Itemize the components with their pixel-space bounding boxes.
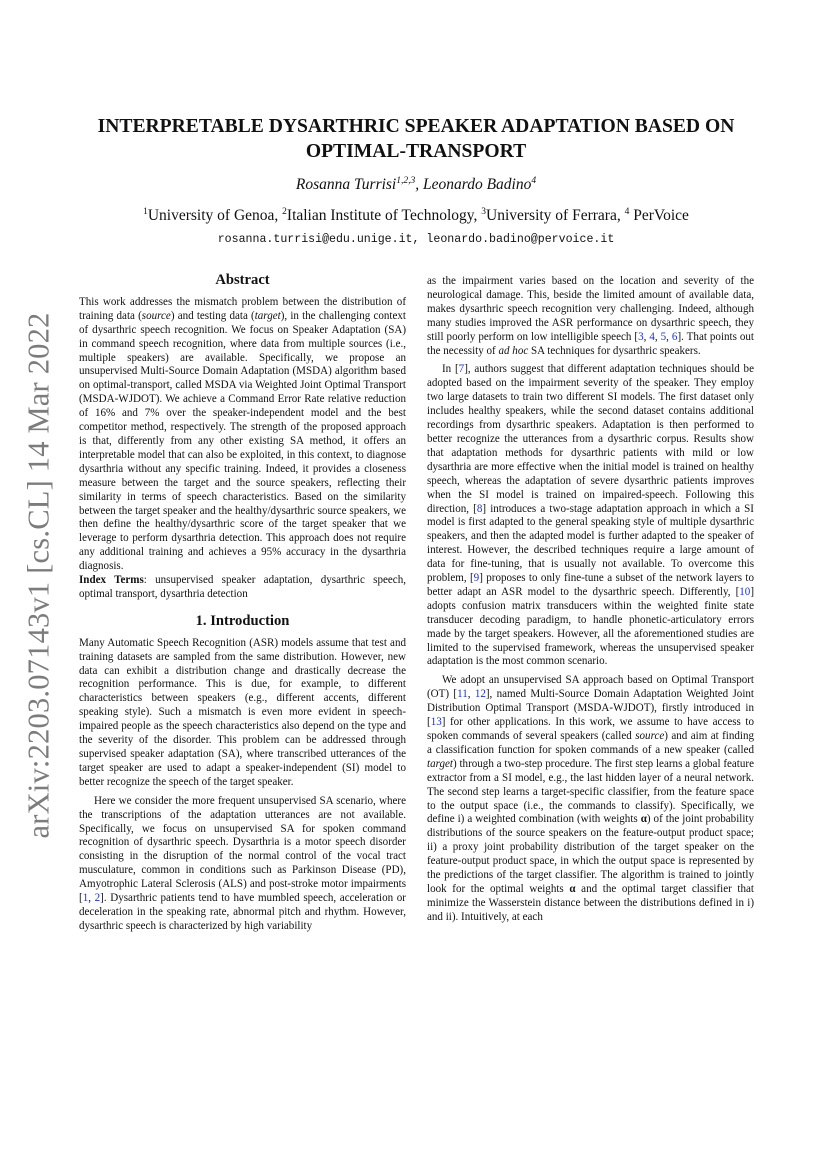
index-terms-text: : unsupervised speaker adaptation, dysarthric speech, optimal transport, dysarthria detection	[79, 574, 406, 600]
author-name: Leonardo Badino	[423, 176, 532, 193]
citation-link[interactable]: 7	[458, 363, 465, 376]
emphasis-ad-hoc: ad hoc	[498, 344, 529, 357]
affiliation-marker: 3	[481, 206, 486, 217]
paragraph-text: ] for other applications. In this work, we assume to have access to spoken commands of several speakers (called	[427, 716, 754, 742]
citation-separator: ,	[467, 688, 475, 701]
index-terms-label: Index Terms	[79, 574, 144, 587]
symbol-alpha: α	[569, 882, 576, 895]
citation-link[interactable]: 11	[457, 688, 468, 701]
author-affiliation-marker: 1,2,3	[396, 175, 416, 186]
affiliation: Italian Institute of Technology,	[286, 207, 482, 224]
paragraph-text: ]. Dysarthric patients tend to have mumbled speech, acceleration or deceleration in the speaking rate, abnormal pitch and rhythm. However, dysarthric speech is characterized by high variability	[79, 892, 406, 932]
citation-separator: ,	[643, 330, 650, 343]
intro-paragraph-5	[427, 674, 754, 924]
paragraph-text: ) through a two-step procedure. The first step learns a global feature extractor from a SI model, e.g., the last hidden layer of a neural network. The second step learns a target-specific classifier, from the feature space to the output space (i.e., the commands to classify). Specifically, we define i) a weighted combination (with weights	[427, 757, 754, 826]
citation-link[interactable]: 6	[671, 330, 678, 343]
paragraph-text: ] introduces a two-stage adaptation approach in which a SI model is first adapted to the general speaking style of multiple dysarthric speakers, and then the adapted model is further adapted to the speaker of interest. However, the described techniques require a large amount of data for fine-tuning, that is usually not available. To overcome this problem, [	[427, 502, 754, 585]
right-column	[427, 275, 754, 925]
emphasis-target: target	[427, 757, 453, 770]
paragraph-text: as the impairment varies based on the location and severity of the neurological damage. This, beside the limited amount of available data, makes dysarthric speech recognition very challenging. Indeed, although many studies improved the ASR performance on dysarthric speech, they still poorly perform on low intelligible speech [	[427, 275, 754, 343]
abstract-text: ) and testing data (	[170, 309, 255, 322]
affiliation-marker: 4	[624, 206, 630, 217]
symbol-alpha: α	[640, 813, 647, 826]
abstract-heading: Abstract	[215, 272, 270, 288]
paragraph-text: ]. That points out the necessity of	[427, 330, 754, 357]
author-line	[70, 176, 762, 194]
paragraph-text: We adopt an unsupervised SA approach based on Optimal Transport (OT) [	[427, 674, 754, 701]
citation-link[interactable]: 9	[473, 572, 480, 585]
citation-link[interactable]: 10	[739, 585, 751, 598]
citation-link[interactable]: 1	[82, 892, 89, 905]
affiliation: University of Genoa,	[147, 207, 283, 224]
citation-separator: ,	[88, 892, 95, 905]
arxiv-identifier: arXiv:2203.07143v1 [cs.CL] 14 Mar 2022	[21, 311, 56, 839]
citation-link[interactable]: 2	[94, 892, 101, 905]
affiliation: University of Ferrara,	[486, 207, 625, 224]
abstract-text: ), in the challenging context of dysarthric speech recognition. We focus on Speaker Adaptation (SA) in command speech recognition, where data from multiple sources (i.e., multiple speakers) are available. Specifically, we propose an unsupervised Multi-Source Domain Adaptation (MSDA) algorithm based on optimal-transport, called MSDA via Weighted Joint Optimal Transport (MSDA-WJDOT). We achieve a Command Error Rate relative reduction of 16% and 7% over the speaker-independent model and the best competitor method, respectively. The strength of the proposed approach is that, differently from any other existing SA method, it offers an interpretable model that can also be exploited, in this context, to diagnose dysarthria without any specific training. Indeed, it provides a closeness measure between the target and the source speakers, reflecting their similarity in terms of speech characteristics. Based on the similarity between the target speaker and the healthy/dysarthric source speakers, we then define the healthy/dysarthric score of the target speaker that we leverage to perform dysarthria detection. This approach does not require any additional training and achieves a 95% accuracy in the dysarthria diagnosis.	[79, 309, 406, 573]
abstract-text: This work addresses the mismatch problem between the distribution of training data (	[79, 295, 406, 322]
paragraph-text: SA techniques for dysarthric speakers.	[528, 344, 701, 357]
paragraph-text: ], authors suggest that different adaptation techniques should be adopted based on the impairment severity of the speaker. They employ two large datasets to train two different SI models. The first dataset only includes healthy speakers, while the second dataset contains additional recordings from dysarthric speakers. Adaptation is then performed to better recognize the utterances from a dysarthric corpus. Results show that adaptation methods for dysarthric patients with mild or low dysarthria are more effective when the initial model is trained on healthy speech, whereas the adaptation of severe dysarthric patients improves when the SI model is trained on impaired-speech. Following this direction, [	[427, 363, 754, 515]
citation-link[interactable]: 13	[430, 716, 442, 729]
emphasis-source: source	[635, 730, 665, 742]
affiliation-marker: 2	[282, 206, 287, 217]
citation-link[interactable]: 12	[474, 688, 486, 701]
paragraph-text: ] adopts confusion matrix transducers within the weighted finite state transducer decoding paradigm, to handle phonetic-articulatory errors made by the target speakers. However, all the aforementioned studies are limited to the supervised framework, whereas the unsupervised speaker adaptation is the most common scenario.	[427, 585, 754, 668]
abstract-term-target: target	[254, 309, 281, 322]
citation-separator: ,	[666, 330, 672, 343]
citation-link[interactable]: 8	[476, 502, 483, 515]
index-terms	[79, 574, 406, 602]
paragraph-text: ], named Multi-Source Domain Adaptation Weighted Joint Distribution Optimal Transport (MSDA-WJDOT), firstly introduced in [	[427, 688, 754, 729]
citation-link[interactable]: 4	[649, 330, 655, 343]
intro-paragraph-3	[427, 275, 754, 358]
paragraph-text: and the optimal target classifier that minimize the Wasserstein distance between the distributions defined in i) and ii). Intuitively, at each	[427, 882, 754, 923]
left-column	[79, 270, 406, 934]
arxiv-identifier-stamp	[18, 245, 60, 905]
citation-link[interactable]: 3	[638, 330, 644, 343]
intro-paragraph-4	[427, 363, 754, 669]
affiliation-marker: 1	[143, 206, 148, 217]
paragraph-text: ] proposes to only fine-tune a subset of the network layers to better adapt an ASR model to the dysarthric speech. Differently, [	[427, 572, 754, 598]
intro-paragraph-1: Many Automatic Speech Recognition (ASR) models assume that test and training datasets are sampled from the same distribution. However, new data can exhibit a distribution change and drastically decrease the recognition performance. This is due, for example, to different characteristics between speakers (e.g., different accents, different speaking style). Such a mismatch is even more evident in speech-impaired people as the speech characteristics also depend on the type and the severity of the disorder. This problem can be addressed through supervised speaker adaptation (SA), where transcribed utterances of the target speaker are used to adapt a speaker-independent (SI) model to better recognize the speech of the target speaker.	[79, 636, 406, 788]
author-affiliation-marker: 4	[531, 175, 537, 186]
citation-link[interactable]: 5	[660, 330, 667, 343]
paper-title: INTERPRETABLE DYSARTHRIC SPEAKER ADAPTATION BASED ON OPTIMAL-TRANSPORT	[97, 116, 735, 162]
affiliation-line	[70, 207, 762, 225]
abstract-term-source: source	[141, 309, 171, 322]
author-emails: rosanna.turrisi@edu.unige.it, leonardo.badino@pervoice.it	[217, 233, 615, 246]
abstract-body	[79, 296, 406, 574]
citation-separator: ,	[654, 330, 661, 343]
paragraph-text: ) of the joint probability distributions of the source speakers on the feature-output product space; ii) a proxy joint probability distribution of the target speaker on the feature-output product space, in which the output space is represented by the predictions of the target classifier. The algorithm is trained to jointly look for the optimal weights	[427, 813, 755, 895]
paragraph-text: Here we consider the more frequent unsupervised SA scenario, where the transcriptions of the adaptation utterances are not available. Specifically, we focus on unsupervised SA for spoken command recognition of dysarthric speech. Dysarthria is a motor speech disorder consisting in the disruption of the normal control of the vocal tract musculature, common in conditions such as Parkinson Disease (PD), Amyotrophic Lateral Sclerosis (ALS) and post-stroke motor impairments [	[79, 794, 406, 905]
paragraph-text: In [	[442, 363, 459, 376]
paragraph-text: ) and aim at finding a classification function for spoken commands of a new speaker (called	[427, 730, 755, 756]
author-separator: ,	[415, 176, 423, 193]
affiliation: PerVoice	[629, 207, 689, 224]
author-name: Rosanna Turrisi	[295, 176, 397, 193]
intro-paragraph-2	[79, 795, 406, 934]
introduction-heading: 1. Introduction	[195, 612, 290, 629]
